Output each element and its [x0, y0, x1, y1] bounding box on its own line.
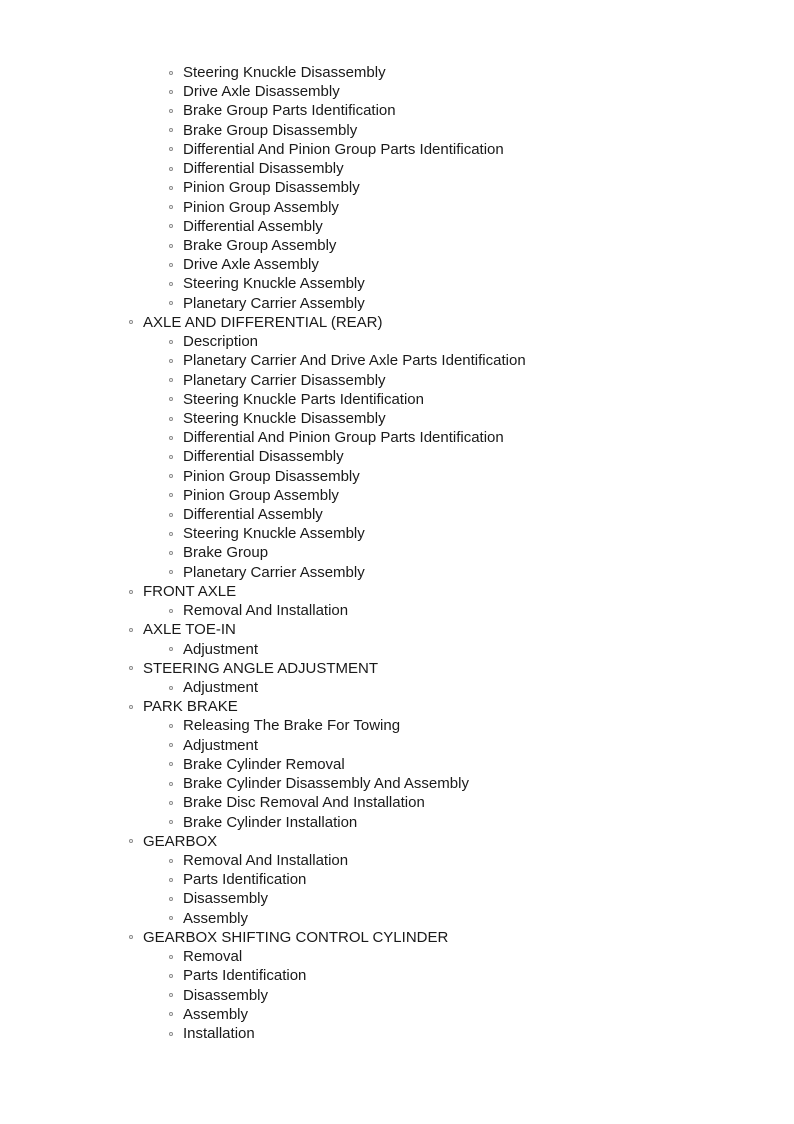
toc-subsection-item	[0, 236, 794, 255]
hollow-bullet-icon	[169, 1032, 173, 1036]
toc-item-label: Brake Group Parts Identification	[183, 102, 396, 120]
toc-subsection-item	[0, 1024, 794, 1043]
toc-item-label: FRONT AXLE	[143, 582, 237, 600]
toc-subsection-item	[0, 486, 794, 505]
toc-subsection-item	[0, 543, 794, 562]
toc-item-label: Adjustment	[183, 736, 259, 754]
hollow-bullet-icon	[169, 1012, 173, 1016]
toc-item-label: Installation	[183, 1024, 255, 1042]
toc-item-label: Brake Cylinder Installation	[183, 813, 358, 831]
toc-subsection-item	[0, 966, 794, 985]
hollow-bullet-icon	[169, 455, 173, 459]
toc-section-item	[0, 659, 794, 678]
toc-subsection-item	[0, 198, 794, 217]
toc-subsection-item	[0, 986, 794, 1005]
hollow-bullet-icon	[169, 570, 173, 574]
toc-subsection-item	[0, 909, 794, 928]
table-of-contents	[0, 63, 794, 1043]
toc-item-label: Assembly	[183, 1005, 249, 1023]
toc-item-label: Disassembly	[183, 890, 269, 908]
toc-subsection-item	[0, 101, 794, 120]
toc-section-item	[0, 620, 794, 639]
toc-subsection-item	[0, 774, 794, 793]
toc-item-label: Planetary Carrier Assembly	[183, 294, 365, 312]
toc-section-item	[0, 582, 794, 601]
toc-subsection-item	[0, 447, 794, 466]
toc-item-label: Brake Disc Removal And Installation	[183, 794, 425, 812]
hollow-bullet-icon	[169, 647, 173, 651]
hollow-bullet-icon	[169, 974, 173, 978]
toc-subsection-item	[0, 870, 794, 889]
toc-item-label: AXLE TOE-IN	[143, 621, 236, 639]
toc-subsection-item	[0, 601, 794, 620]
hollow-bullet-icon	[169, 532, 173, 536]
toc-subsection-item	[0, 736, 794, 755]
toc-subsection-item	[0, 678, 794, 697]
hollow-bullet-icon	[169, 263, 173, 267]
toc-item-label: Removal And Installation	[183, 602, 349, 620]
toc-item-label: Parts Identification	[183, 871, 307, 889]
toc-item-label: Differential Assembly	[183, 506, 323, 524]
toc-section-item	[0, 697, 794, 716]
toc-item-label: GEARBOX	[143, 832, 218, 850]
toc-item-label: Removal And Installation	[183, 851, 349, 869]
toc-item-label: Differential Assembly	[183, 217, 323, 235]
toc-subsection-item	[0, 505, 794, 524]
toc-item-label: Adjustment	[183, 679, 259, 696]
hollow-bullet-icon	[169, 205, 173, 209]
toc-subsection-item	[0, 121, 794, 140]
hollow-bullet-icon	[169, 244, 173, 248]
hollow-bullet-icon	[169, 397, 173, 401]
toc-item-label: Brake Cylinder Removal	[183, 755, 345, 773]
toc-item-label: Planetary Carrier Assembly	[183, 563, 365, 581]
hollow-bullet-icon	[169, 359, 173, 363]
toc-subsection-item	[0, 947, 794, 966]
toc-subsection-item	[0, 255, 794, 274]
hollow-bullet-icon	[169, 859, 173, 863]
toc-item-label: Steering Knuckle Parts Identification	[183, 390, 424, 408]
hollow-bullet-icon	[129, 666, 133, 670]
toc-item-label: Differential And Pinion Group Parts Identification	[183, 140, 504, 158]
hollow-bullet-icon	[169, 955, 173, 959]
hollow-bullet-icon	[169, 878, 173, 882]
hollow-bullet-icon	[169, 782, 173, 786]
hollow-bullet-icon	[169, 897, 173, 901]
toc-subsection-item	[0, 755, 794, 774]
toc-item-label: AXLE AND DIFFERENTIAL (REAR)	[143, 313, 383, 331]
toc-item-label: Brake Group	[183, 544, 269, 562]
toc-item-label: STEERING ANGLE ADJUSTMENT	[143, 659, 379, 677]
hollow-bullet-icon	[169, 186, 173, 190]
toc-item-label: Removal	[183, 948, 243, 966]
toc-item-label: Steering Knuckle Disassembly	[183, 409, 386, 427]
toc-subsection-item	[0, 467, 794, 486]
hollow-bullet-icon	[169, 801, 173, 805]
hollow-bullet-icon	[169, 820, 173, 824]
toc-item-label: Differential Disassembly	[183, 160, 344, 178]
toc-subsection-item	[0, 851, 794, 870]
hollow-bullet-icon	[129, 320, 133, 324]
toc-subsection-item	[0, 716, 794, 735]
toc-item-label: Differential Disassembly	[183, 448, 344, 466]
hollow-bullet-icon	[169, 724, 173, 728]
toc-item-label: Releasing The Brake For Towing	[183, 717, 401, 735]
toc-subsection-item	[0, 371, 794, 390]
toc-item-label: Planetary Carrier Disassembly	[183, 371, 386, 389]
toc-item-label: Drive Axle Assembly	[183, 256, 319, 274]
hollow-bullet-icon	[169, 686, 173, 690]
toc-subsection-item	[0, 82, 794, 101]
toc-subsection-item	[0, 563, 794, 582]
hollow-bullet-icon	[169, 993, 173, 997]
hollow-bullet-icon	[169, 436, 173, 440]
hollow-bullet-icon	[169, 71, 173, 75]
hollow-bullet-icon	[169, 90, 173, 94]
hollow-bullet-icon	[169, 167, 173, 171]
toc-item-label: Steering Knuckle Assembly	[183, 275, 365, 293]
hollow-bullet-icon	[169, 147, 173, 151]
toc-item-label: Brake Group Disassembly	[183, 121, 358, 139]
toc-subsection-item	[0, 274, 794, 293]
toc-subsection-item	[0, 178, 794, 197]
hollow-bullet-icon	[169, 916, 173, 920]
toc-subsection-item	[0, 390, 794, 409]
toc-item-label: Description	[183, 333, 259, 351]
toc-item-label: Planetary Carrier And Drive Axle Parts Identification	[183, 352, 526, 370]
toc-subsection-item	[0, 351, 794, 370]
toc-subsection-item	[0, 63, 794, 82]
hollow-bullet-icon	[169, 282, 173, 286]
toc-item-label: Differential And Pinion Group Parts Identification	[183, 429, 504, 447]
toc-section-item	[0, 928, 794, 947]
toc-item-label: Steering Knuckle Disassembly	[183, 64, 386, 81]
toc-subsection-item	[0, 332, 794, 351]
toc-subsection-item	[0, 217, 794, 236]
hollow-bullet-icon	[169, 609, 173, 613]
toc-item-label: Pinion Group Assembly	[183, 486, 339, 504]
hollow-bullet-icon	[129, 628, 133, 632]
toc-item-label: Brake Group Assembly	[183, 236, 337, 254]
hollow-bullet-icon	[169, 378, 173, 382]
toc-subsection-item	[0, 640, 794, 659]
toc-item-label: PARK BRAKE	[143, 698, 238, 716]
toc-subsection-item	[0, 294, 794, 313]
hollow-bullet-icon	[169, 301, 173, 305]
toc-subsection-item	[0, 813, 794, 832]
toc-item-label: Drive Axle Disassembly	[183, 83, 340, 101]
toc-subsection-item	[0, 889, 794, 908]
toc-item-label: Pinion Group Disassembly	[183, 179, 360, 197]
toc-item-label: GEARBOX SHIFTING CONTROL CYLINDER	[143, 928, 449, 946]
hollow-bullet-icon	[169, 128, 173, 132]
toc-subsection-item	[0, 1005, 794, 1024]
toc-item-label: Pinion Group Assembly	[183, 198, 339, 216]
toc-subsection-item	[0, 140, 794, 159]
hollow-bullet-icon	[129, 935, 133, 939]
toc-item-label: Parts Identification	[183, 967, 307, 985]
hollow-bullet-icon	[169, 474, 173, 478]
toc-subsection-item	[0, 409, 794, 428]
hollow-bullet-icon	[129, 839, 133, 843]
hollow-bullet-icon	[169, 340, 173, 344]
hollow-bullet-icon	[169, 417, 173, 421]
toc-subsection-item	[0, 159, 794, 178]
toc-subsection-item	[0, 524, 794, 543]
toc-section-item	[0, 832, 794, 851]
hollow-bullet-icon	[169, 109, 173, 113]
toc-item-label: Assembly	[183, 909, 249, 927]
hollow-bullet-icon	[169, 762, 173, 766]
toc-item-label: Pinion Group Disassembly	[183, 467, 360, 485]
toc-item-label: Brake Cylinder Disassembly And Assembly	[183, 775, 469, 793]
hollow-bullet-icon	[169, 551, 173, 555]
toc-item-label: Steering Knuckle Assembly	[183, 525, 365, 543]
toc-item-label: Adjustment	[183, 640, 259, 658]
hollow-bullet-icon	[169, 743, 173, 747]
toc-subsection-item	[0, 428, 794, 447]
toc-item-label: Disassembly	[183, 986, 269, 1004]
hollow-bullet-icon	[169, 224, 173, 228]
toc-subsection-item	[0, 793, 794, 812]
hollow-bullet-icon	[129, 590, 133, 594]
hollow-bullet-icon	[129, 705, 133, 709]
hollow-bullet-icon	[169, 513, 173, 517]
hollow-bullet-icon	[169, 493, 173, 497]
toc-section-item	[0, 313, 794, 332]
